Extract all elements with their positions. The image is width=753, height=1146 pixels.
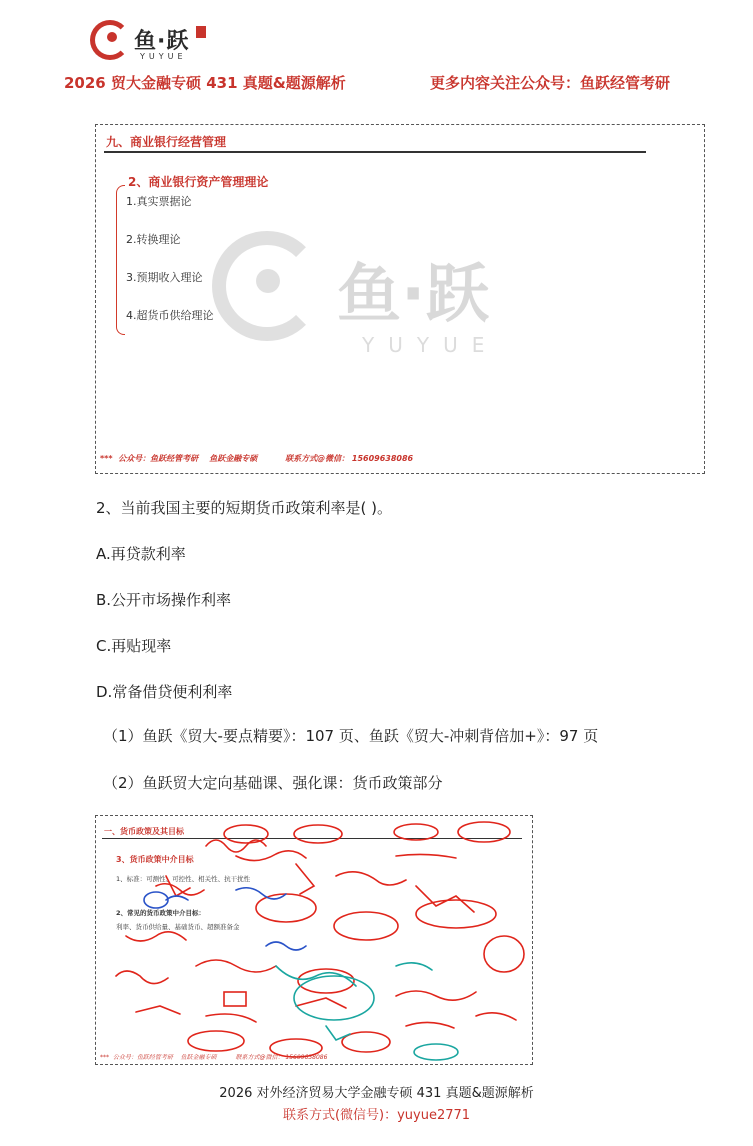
yuyue-logo [90, 18, 210, 66]
slide-text-line: 2、常见的货币政策中介目标： [116, 909, 206, 917]
slide-screenshot-2 [95, 815, 533, 1065]
slide-footer: *** 公众号：鱼跃经管考研 鱼跃金融专硕 联系方式@微信： 15609638086 [100, 454, 414, 463]
option-b: B.公开市场操作利率 [96, 591, 232, 609]
question-stem: 2、当前我国主要的短期货币政策利率是( )。 [96, 499, 393, 517]
logo-subtext: YUYUE [140, 52, 187, 61]
slide-footer: *** 公众号：鱼跃经管考研 鱼跃金融专硕 联系方式@微信： 15609638086 [100, 1054, 328, 1061]
watermark [212, 221, 552, 371]
slide-section-title: 一、货币政策及其目标 [104, 827, 184, 836]
theory-item: 3.预期收入理论 [126, 271, 203, 284]
option-a: A.再贷款利率 [96, 545, 186, 563]
handwritten-annotations [96, 816, 533, 1065]
theory-item: 2.转换理论 [126, 233, 181, 246]
logo-text: 鱼·跃 [134, 29, 190, 54]
option-d: D.常备借贷便利利率 [96, 683, 233, 701]
slide-screenshot-1 [95, 124, 705, 474]
page-footer-contact: 联系方式(微信号)：yuyue2771 [282, 1108, 471, 1123]
slide-subtitle: 2、商业银行资产管理理论 [128, 175, 269, 189]
slide-subtitle: 3、货币政策中介目标 [116, 855, 194, 864]
slide-text-line: 利率、货币供给量、基础货币、超额准备金 [116, 923, 240, 931]
slide-section-title: 九、商业银行经营管理 [106, 135, 227, 149]
header-title: 2026 贸大金融专硕 431 真题&题源解析 [64, 74, 346, 92]
theory-item: 4.超货币供给理论 [126, 309, 214, 322]
logo-mark-dot [107, 32, 117, 42]
slide-divider [104, 151, 646, 153]
watermark-subtext: YUYUE [362, 333, 499, 357]
option-c: C.再贴现率 [96, 637, 172, 655]
logo-seal-icon [196, 26, 206, 38]
page-footer-title: 2026 对外经济贸易大学金融专硕 431 真题&题源解析 [219, 1086, 534, 1101]
reference-note: （1）鱼跃《贸大-要点精要》：107 页、鱼跃《贸大-冲刺背倍加+》：97 页 [103, 727, 599, 745]
reference-note: （2）鱼跃贸大定向基础课、强化课：货币政策部分 [103, 774, 443, 792]
handwritten-brace [116, 185, 125, 335]
header-wechat-note: 更多内容关注公众号：鱼跃经管考研 [430, 74, 671, 92]
slide-text-line: 1、标准：可测性、可控性、相关性、抗干扰性 [116, 875, 251, 883]
watermark-logo-dot [256, 269, 280, 293]
theory-item: 1.真实票据论 [126, 195, 192, 208]
watermark-text: 鱼·跃 [337, 258, 490, 332]
